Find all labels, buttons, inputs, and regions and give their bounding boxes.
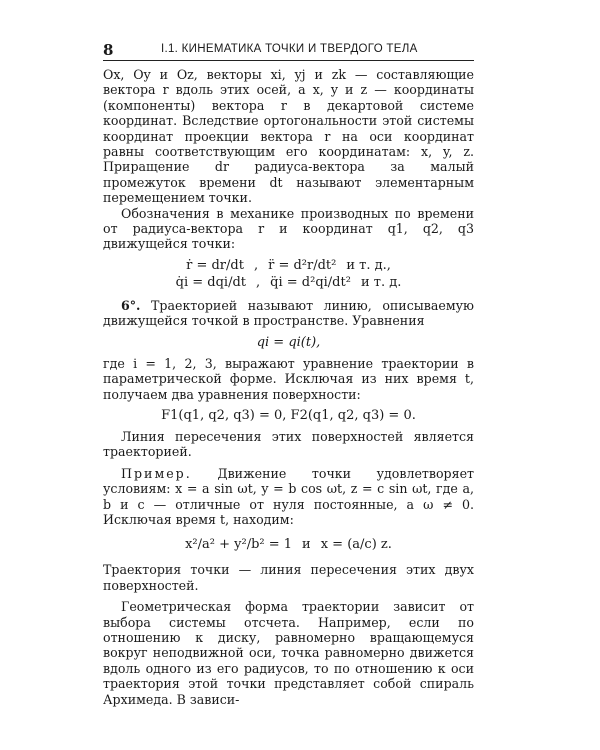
paragraph-parametric-form: где i = 1, 2, 3, выражают уравнение траектории в параметрической форме. Исключая из них время t, получаем два уравнения поверхности:: [103, 355, 474, 402]
page-header: [103, 40, 474, 61]
equation-parametric: qi = qi(t),: [256, 334, 321, 350]
equation-q-derivatives: q̇i = dqi/dt , q̈i = d²qi/dt² и т. д.: [175, 274, 402, 290]
equation-ellipse: [103, 537, 474, 552]
equation-r-derivatives: ṙ = dr/dt , r̈ = d²r/dt² и т. д.,: [186, 257, 391, 273]
eq-r-dot: ṙ = dr/dt: [186, 257, 244, 273]
paragraph-example: [103, 466, 474, 528]
eq-plane: x = (a/c) z.: [320, 537, 392, 553]
eq-etc-1: и т. д.,: [346, 257, 391, 273]
example-text: Движение точки удовлетворяет условиям: x = a sin ωt, y = b cos ωt, z = c sin ωt, где a, b и c — отличные от нуля постоянные, а ω ≠ 0. Исключая время t, находим:: [103, 465, 474, 527]
section-number: 6°.: [121, 297, 141, 313]
book-page: [103, 40, 474, 707]
trajectory-definition: Траекторией называют линию, описываемую движущейся точкой в пространстве. Уравнения: [103, 297, 474, 329]
eq-q-ddot: q̈i = d²qi/dt²: [270, 274, 351, 290]
paragraph-trajectory: [103, 298, 474, 329]
running-title: I.1. КИНЕМАТИКА ТОЧКИ И ТВЕРДОГО ТЕЛА: [161, 43, 418, 55]
paragraph-trajectory-result: Траектория точки — линия пересечения этих двух поверхностей.: [103, 562, 474, 593]
example-label: Пример.: [121, 465, 192, 481]
eq-ellipse: x²/a² + y²/b² = 1: [185, 537, 293, 553]
paragraph-intersection: Линия пересечения этих поверхностей является траекторией.: [103, 428, 474, 460]
paragraph-reference-frame: Геометрическая форма траектории зависит от выбора системы отсчета. Например, если по отношению к диску, равномерно вращающемуся вокруг неподвижной оси, точка равномерно движется вдоль одного из его радиусов, то по отношению к оси траектория этой точки представляет собой спираль Архимеда. В зависи-: [103, 599, 474, 707]
paragraph-derivatives-notation: Обозначения в механике производных по времени от радиуса-вектора r и координат q1, q2, q3 движущейся точки:: [103, 205, 474, 252]
eq-q-dot: q̇i = dqi/dt: [175, 274, 247, 290]
eq-r-ddot: r̈ = d²r/dt²: [268, 257, 337, 273]
equation-surfaces: F1(q1, q2, q3) = 0, F2(q1, q2, q3) = 0.: [161, 407, 416, 423]
eq-and: и: [302, 537, 311, 553]
paragraph-vector-components: Ox, Oy и Oz, векторы xi, yj и zk — составляющие вектора r вдоль этих осей, а x, y и z — координаты (компоненты) вектора r в декартовой системе координат. Вследствие ортогональности этой системы координат проекции вектора r на оси координат равны соответствующим его координатам: x, y, z. Приращение dr радиуса-вектора за малый промежуток времени dt называют элементарным перемещением точки.: [103, 67, 474, 206]
eq-etc-2: и т. д.: [360, 274, 402, 290]
page-number: 8: [103, 41, 114, 59]
